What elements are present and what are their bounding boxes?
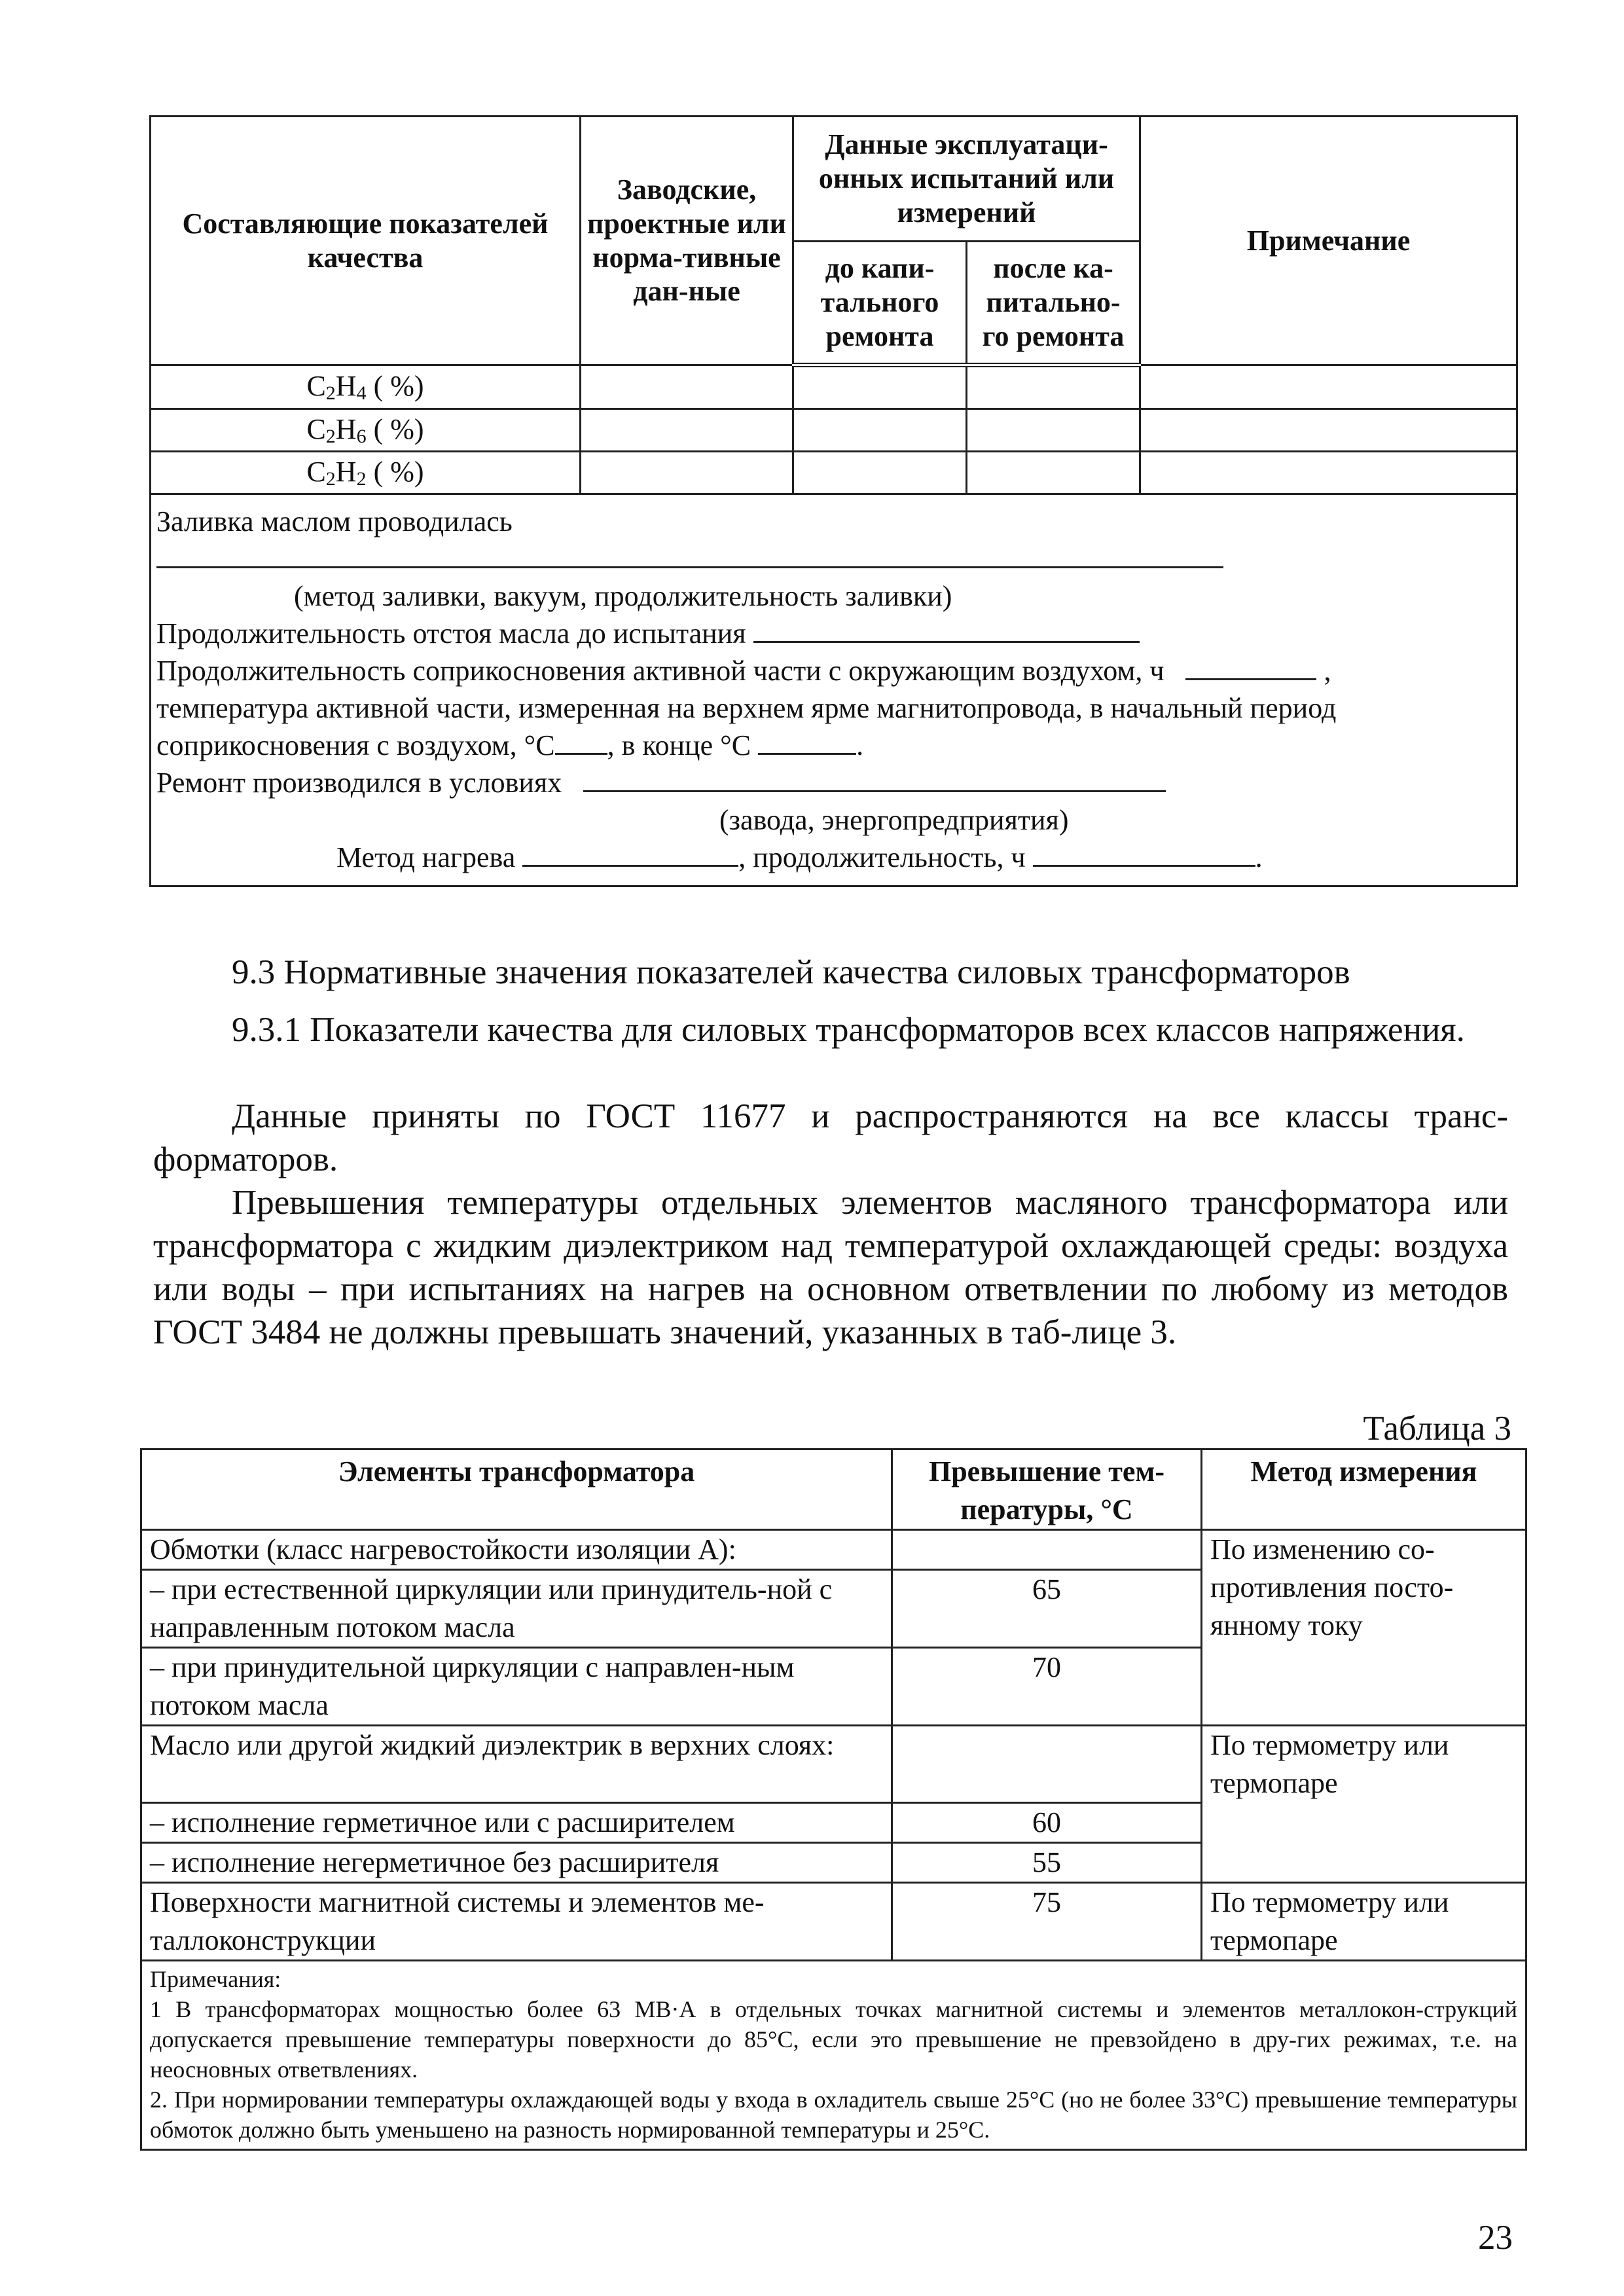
contact-comma: , [1324, 655, 1331, 687]
note-1: 1 В трансформаторах мощностью более 63 МВ·А в отдельных точках магнитной системы и элементов металлокон-струкций допускается превышение температуры поверхности до 85°С, если это превышение не превзойдено в дру-гих режимах, т.е. на неосновных ответвлениях. [150, 1996, 1517, 2083]
contact-label: Продолжительность соприкосновения активной части с окружающим воздухом, ч [156, 655, 1164, 687]
header-operational-data: Данные эксплуатаци-онных испытаний или измерений [793, 117, 1140, 242]
element-cell: Масло или другой жидкий диэлектрик в верхних слоях: [141, 1726, 892, 1803]
element-cell: – при принудительной циркуляции с направлен-ным потоком масла [141, 1648, 892, 1726]
page-number: 23 [1478, 2219, 1513, 2257]
heat-line [156, 839, 1511, 876]
empty-cell [793, 365, 967, 409]
temp-start-blank[interactable] [555, 727, 607, 755]
oil-fill-hint: (метод заливки, вакуум, продолжительность заливки) [294, 580, 952, 612]
table-row [151, 365, 1517, 409]
gas-c2h6: $C_2H_6$ ( %) [151, 409, 581, 452]
element-cell: – исполнение герметичное или с расширителем [141, 1803, 892, 1843]
temperature-rise-table [140, 1448, 1527, 2151]
empty-cell [967, 365, 1140, 409]
method-oil: По термометру или термопаре [1202, 1726, 1526, 1883]
note-2: 2. При нормировании температуры охлаждающей воды у входа в охладитель свыше 25°С (но не более 33°С) превышение температуры обмоток должно быть уменьшено на разность нормированной температуры и 25°С. [150, 2086, 1517, 2143]
paragraph-2: Данные приняты по ГОСТ 11677 и распространяются на все классы транс-форматоров. [153, 1097, 1508, 1178]
element-cell: Обмотки (класс нагревостойкости изоляции А): [141, 1530, 892, 1570]
empty-cell [1140, 365, 1517, 409]
settle-line [156, 615, 1511, 652]
temp-start-label: соприкосновения с воздухом, °С [156, 729, 555, 761]
empty-cell [1140, 452, 1517, 494]
value-cell: 75 [892, 1883, 1202, 1961]
repair-label: Ремонт производился в условиях [156, 767, 562, 799]
repair-line [156, 764, 1511, 801]
quality-indicators-table [149, 115, 1518, 887]
empty-cell [793, 409, 967, 452]
settle-label: Продолжительность отстоя масла до испытания [156, 617, 746, 649]
header-note: Примечание [1140, 117, 1517, 365]
oil-fill-blank[interactable] [156, 540, 1223, 568]
table-notes [141, 1961, 1526, 2150]
empty-cell [581, 365, 793, 409]
table-row [141, 1530, 1526, 1570]
table-3-caption: Таблица 3 [1363, 1410, 1511, 1448]
empty-cell [1140, 409, 1517, 452]
gas-c2h2: $C_2H_2$ ( %) [151, 452, 581, 494]
value-cell: 70 [892, 1648, 1202, 1726]
oil-fill-label: Заливка маслом проводилась [156, 505, 513, 538]
header-elements: Элементы трансформатора [141, 1449, 892, 1530]
header-method: Метод измерения [1202, 1449, 1526, 1530]
temp-end-label: , в конце °С [607, 729, 751, 761]
temp-line-2 [156, 727, 1511, 764]
repair-conditions-form [151, 494, 1517, 886]
empty-cell [581, 452, 793, 494]
table-row [141, 1726, 1526, 1803]
empty-cell [793, 452, 967, 494]
empty-cell [967, 452, 1140, 494]
table-row [141, 1883, 1526, 1961]
value-cell: 55 [892, 1843, 1202, 1883]
contact-line [156, 652, 1511, 689]
empty-cell [967, 409, 1140, 452]
table-row [151, 409, 1517, 452]
empty-cell [581, 409, 793, 452]
value-cell: 65 [892, 1570, 1202, 1648]
value-cell: 60 [892, 1803, 1202, 1843]
repair-hint: (завода, энергопредприятия) [719, 804, 1069, 836]
heat-duration-blank[interactable] [1033, 839, 1255, 867]
header-components: Составляющие показателей качества [151, 117, 581, 365]
temp-line-1: температура активной части, измеренная на верхнем ярме магнитопровода, в начальный период [156, 692, 1337, 724]
section-heading: 9.3 Нормативные значения показателей качества силовых трансформаторов [232, 953, 1350, 991]
heat-method-label: Метод нагрева [336, 841, 516, 873]
element-cell: Поверхности магнитной системы и элементов ме-таллоконструкции [141, 1883, 892, 1961]
header-temperature-rise: Превышение тем-пературы, °С [892, 1449, 1202, 1530]
header-factory-data: Заводские, проектные или норма-тивные дан-ные [581, 117, 793, 365]
value-cell [892, 1726, 1202, 1803]
notes-title: Примечания: [150, 1966, 281, 1992]
contact-blank[interactable] [1185, 652, 1316, 680]
oil-fill-line [156, 540, 1511, 577]
table-row [151, 452, 1517, 494]
method-surfaces: По термометру или термопаре [1202, 1883, 1526, 1961]
value-cell [892, 1530, 1202, 1570]
header-after-repair: после ка-питально-го ремонта [967, 242, 1140, 365]
heat-period: . [1255, 841, 1263, 873]
paragraph-1: 9.3.1 Показатели качества для силовых трансформаторов всех классов напряжения. [232, 1011, 1465, 1049]
repair-blank[interactable] [583, 764, 1166, 792]
heat-duration-label: , продолжительность, ч [738, 841, 1026, 873]
heat-method-blank[interactable] [522, 839, 738, 867]
element-cell: – при естественной циркуляции или принудитель-ной с направленным потоком масла [141, 1570, 892, 1648]
temp-end-blank[interactable] [758, 727, 856, 755]
element-cell: – исполнение негерметичное без расширителя [141, 1843, 892, 1883]
gas-c2h4: $C_2H_4$ ( %) [151, 365, 581, 409]
settle-blank[interactable] [753, 615, 1140, 643]
method-windings: По изменению со-противления посто-янному току [1202, 1530, 1526, 1726]
header-before-repair: до капи-тального ремонта [793, 242, 967, 365]
temp-period: . [856, 729, 864, 761]
paragraph-3: Превышения температуры отдельных элементов масляного трансформатора или трансформатора с жидким диэлектриком над температурой охлаждающей среды: воздуха или воды – при испытаниях на нагрев на основном ответвлении по любому из методов ГОСТ 3484 не должны превышать значений, указанных в таб-лице 3. [153, 1184, 1508, 1351]
